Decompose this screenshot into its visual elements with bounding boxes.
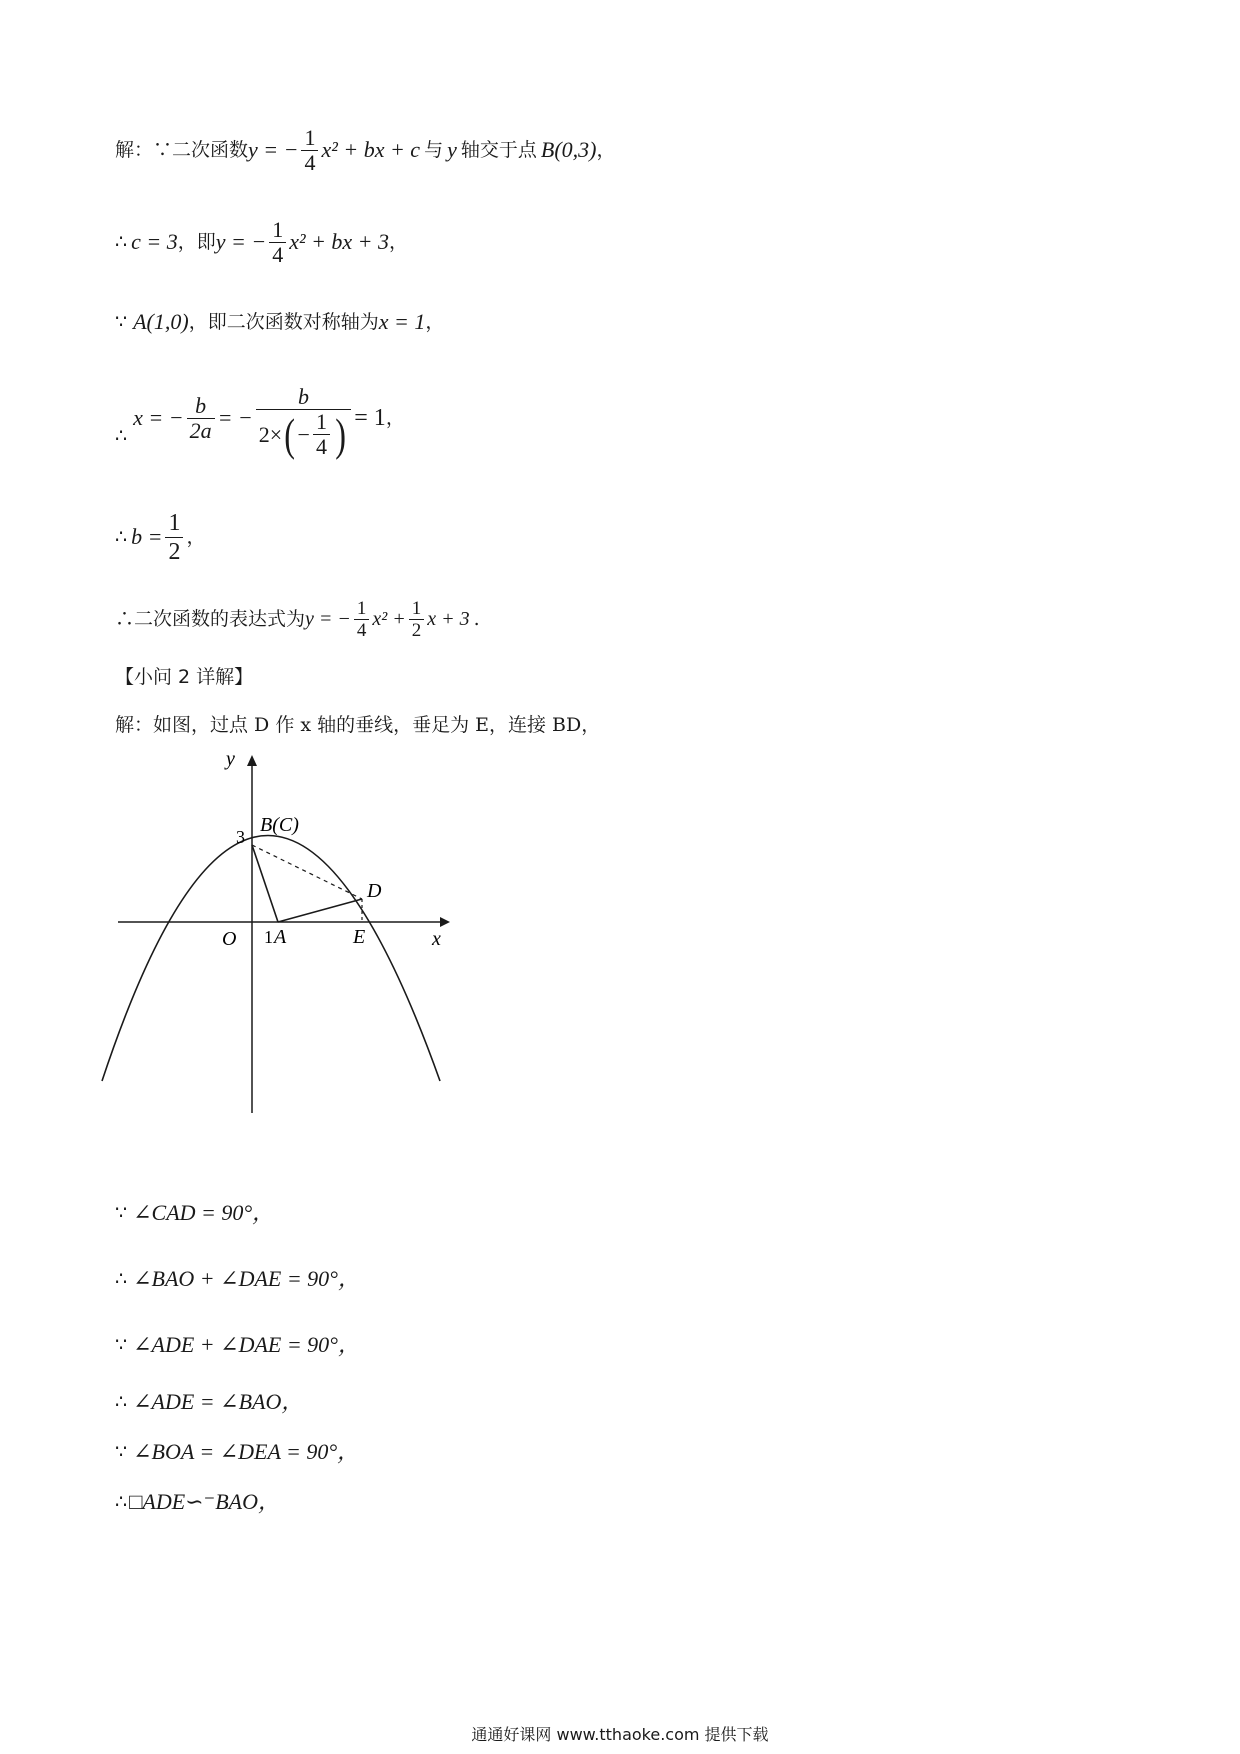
step-5-lead: ∵ [115,1441,128,1463]
footer-text: 通通好课网 www.tthaoke.com 提供下载 [471,1725,769,1744]
line1-frac-den: 4 [301,150,318,175]
label-y: y [226,748,235,770]
line5-frac-num: 1 [168,509,181,536]
line6-lead: ∴二次函数的表达式为 [115,608,306,630]
line1-point: B(0,3) [540,137,597,162]
solution-line-5 [115,505,205,569]
line2-lead: ∴ [115,231,128,253]
step-6-lead: ∴ [115,1491,128,1513]
page-footer [0,1722,1240,1745]
line6-eq-suffix: x + 3 [427,608,470,630]
line4-f2-inner-num: 1 [315,409,327,434]
line5-frac-den: 2 [165,537,183,566]
solution-line-4 [115,368,405,468]
step-3-body: ∠ADE + ∠DAE = 90°， [133,1332,360,1357]
parabola-curve [102,836,440,1082]
x-axis-arrow-icon [440,917,450,927]
line2-mid: ，即 [177,231,216,253]
line1-mid: 与 [424,139,444,161]
line5-lhs: b = [131,524,163,549]
solution-line-2 [115,212,408,272]
line2-eq-suffix: x² + bx + 3 [289,229,390,254]
step-2-body: ∠BAO + ∠DAE = 90°， [133,1266,360,1291]
line6-eq-prefix: y = − [305,608,351,630]
step-line-3 [115,1332,360,1358]
section-heading [115,664,253,690]
line5-end: ， [186,526,206,548]
line4-f1-den: 2a [187,418,215,443]
line4-f2-inner-den: 4 [313,434,330,459]
line3-end: ， [425,311,445,333]
step-5-body: ∠BOA = ∠DEA = 90°， [133,1439,360,1464]
line2-frac-den: 4 [269,242,286,267]
line4-fraction-2 [256,385,352,459]
step-1-lead: ∵ [115,1202,128,1224]
line1-end: ， [596,139,616,161]
line2-end: ， [389,231,409,253]
step-1-body: ∠CAD = 90°， [133,1200,275,1225]
line3-lead: ∵ [115,311,128,333]
line5-lead: ∴ [115,526,128,548]
line4-end: ， [385,407,405,429]
section-heading-text: 【小问 2 详解】 [115,666,254,688]
line4-f2-inner-sign: − [297,421,310,447]
line4-eq2: = − [217,405,253,430]
line3-mid: ，即二次函数对称轴为 [188,311,379,333]
segment-BD-dashed [252,845,362,899]
step-line-6 [115,1489,280,1515]
line4-f2-num: b [298,384,310,409]
solution-line-3 [115,306,444,338]
line1-fraction [301,126,318,175]
line4-f2-den [256,409,352,459]
step-line-4 [115,1389,303,1415]
line4-lead: ∴ [115,425,128,447]
y-axis-arrow-icon [247,755,257,766]
line1-eq-suffix: x² + bx + c [321,137,421,162]
label-3: 3 [236,827,245,847]
label-A: A [274,926,287,948]
line4-f2-den-pre: 2× [258,421,283,447]
line1-yvar: y [447,137,457,162]
line1-eq-prefix: y = − [248,137,299,162]
line6-f2-num: 1 [411,597,422,619]
left-paren-icon: ( [284,408,296,460]
line1-lead: 解：∵二次函数 [115,139,249,161]
step-4-body: ∠ADE = ∠BAO， [133,1389,304,1414]
label-1: 1 [264,927,273,947]
step-line-2 [115,1266,360,1292]
line4-f1-num: b [195,392,207,418]
line6-f2-den: 2 [409,619,425,641]
line2-c-eq: c = 3 [131,229,178,254]
step-4-lead: ∴ [115,1391,128,1413]
step-3-lead: ∵ [115,1334,128,1356]
label-E: E [353,926,366,948]
line6-f1-num: 1 [356,597,367,619]
line2-eq-prefix: y = − [215,229,267,254]
segment-AD [278,899,362,922]
line2-frac-num: 1 [272,216,284,242]
line6-end: . [473,608,480,630]
step-6-body: □ADE∽⁻BAO， [129,1489,280,1514]
label-x: x [432,928,441,950]
line7-text: 解：如图，过点 D 作 x 轴的垂线，垂足为 E，连接 BD， [115,714,601,736]
solution-line-1 [115,120,615,180]
line4-rhs: = 1 [354,405,386,431]
line5-fraction [165,509,183,566]
parabola-diagram [100,745,460,1125]
line6-mid: x² + [372,608,406,630]
segment-BA [252,845,278,922]
solution-line-7 [115,712,600,738]
line6-fraction-1 [354,598,370,641]
label-D: D [367,880,382,902]
label-origin: O [222,928,237,950]
line2-fraction [269,218,286,267]
line4-f2-inner-fraction [313,410,330,459]
line4-lhs: x = − [133,405,184,430]
step-line-5 [115,1439,359,1465]
line6-fraction-2 [409,598,425,641]
step-line-1 [115,1200,274,1226]
right-paren-icon: ) [335,408,346,460]
line1-mid2: 轴交于点 [460,139,537,161]
line3-axis: x = 1 [378,309,426,334]
solution-line-6 [115,591,480,647]
step-2-lead: ∴ [115,1268,128,1290]
line3-point: A(1,0) [133,309,189,334]
line1-frac-num: 1 [304,124,316,150]
line4-fraction-1 [187,394,215,443]
line6-f1-den: 4 [354,619,370,641]
label-BC: B(C) [260,814,299,836]
